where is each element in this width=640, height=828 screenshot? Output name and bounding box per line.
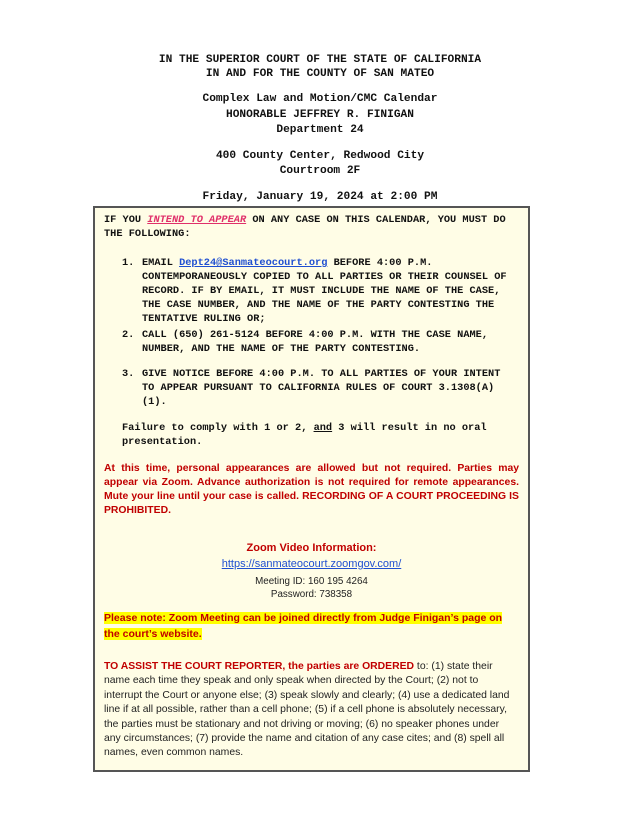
notice-box (93, 206, 530, 772)
court-name-line1: IN THE SUPERIOR COURT OF THE STATE OF CALIFORNIA (158, 54, 482, 66)
calendar-title: Complex Law and Motion/CMC Calendar (202, 93, 438, 105)
reporter-lead: TO ASSIST THE COURT REPORTER, the parties are ORDERED (104, 661, 415, 672)
hearing-date: Friday, January 19, 2024 at 2:00 PM (202, 191, 438, 203)
intend-to-appear-emphasis: INTEND TO APPEAR (147, 214, 247, 226)
court-address: 400 County Center, Redwood City (215, 150, 425, 162)
department-email-link[interactable]: Dept24@Sanmateocourt.org (179, 257, 328, 269)
please-note-highlight: Please note: Zoom Meeting can be joined directly from Judge Finigan’s page on the court’s website. (104, 612, 503, 640)
item-number: 2. (122, 329, 135, 341)
judge-name: HONORABLE JEFFREY R. FINIGAN (226, 109, 414, 121)
court-name-line2: IN AND FOR THE COUNTY OF SAN MATEO (205, 68, 435, 80)
instruction-item-1 (122, 256, 522, 326)
instruction-item-2 (122, 328, 522, 358)
failure-post: 3 will result in no oral presentation. (122, 422, 487, 448)
court-reporter-orders (104, 660, 514, 761)
appearance-instructions (104, 213, 519, 241)
intro-post: ON ANY CASE ON THIS CALENDAR, YOU MUST DO THE FOLLOWING: (104, 214, 506, 240)
failure-pre: Failure to comply with 1 or 2, (122, 422, 314, 434)
item-text: GIVE NOTICE BEFORE 4:00 P.M. TO ALL PARTIES OF YOUR INTENT TO APPEAR PURSUANT TO CALIFORNIA RULES OF COURT 3.1308(A)(1). (142, 368, 501, 408)
zoom-meeting-id: Meeting ID: 160 195 4264 (255, 576, 368, 587)
zoom-password: Password: 738358 (270, 589, 353, 600)
zoom-heading: Zoom Video Information: (246, 542, 377, 554)
item-text-post: BEFORE 4:00 P.M. CONTEMPORANEOUSLY COPIED TO ALL PARTIES OR THEIR COUNSEL OF RECORD. IF BY EMAIL, IT MUST INCLUDE THE NAME OF THE CASE, THE CASE NUMBER, AND THE NAME OF THE PARTY CONTESTING THE TENTATIVE RULING OR; (142, 257, 507, 325)
failure-warning (122, 421, 512, 449)
intro-pre: IF YOU (104, 214, 148, 226)
please-note (104, 611, 509, 642)
failure-and: and (313, 422, 333, 434)
item-text: CALL (650) 261-5124 BEFORE 4:00 P.M. WITH THE CASE NAME, NUMBER, AND THE NAME OF THE PARTY CONTESTING. (142, 329, 489, 355)
department: Department 24 (276, 124, 364, 136)
zoom-link[interactable]: https://sanmateocourt.zoomgov.com/ (221, 558, 402, 570)
courtroom: Courtroom 2F (279, 165, 361, 177)
item-number: 3. (122, 368, 135, 380)
reporter-text: to: (1) state their name each time they speak and only speak when directed by the Court; (2) not to interrupt the Court or anyone else; (3) speak slowly and clearly; (4) use a dedicated land line if at all possible, rather than a cell phone; (5) if a cell phone is absolutely necessary, the parties must be stationary and not driving or moving; (6) no speaker phones under any circumstances; (7) provide the name and citation of any case cites; and (8) spell all names, even common names. (104, 661, 510, 759)
item-text-pre: EMAIL (142, 257, 180, 269)
item-number: 1. (122, 257, 135, 269)
instruction-item-3 (122, 367, 522, 411)
appearance-notice: At this time, personal appearances are allowed but not required. Parties may appear via Zoom. Advance authorization is not required for remote appearances. Mute your line until your case is called. RECORDING OF A COURT PROCEEDING IS PROHIBITED. (104, 463, 519, 516)
